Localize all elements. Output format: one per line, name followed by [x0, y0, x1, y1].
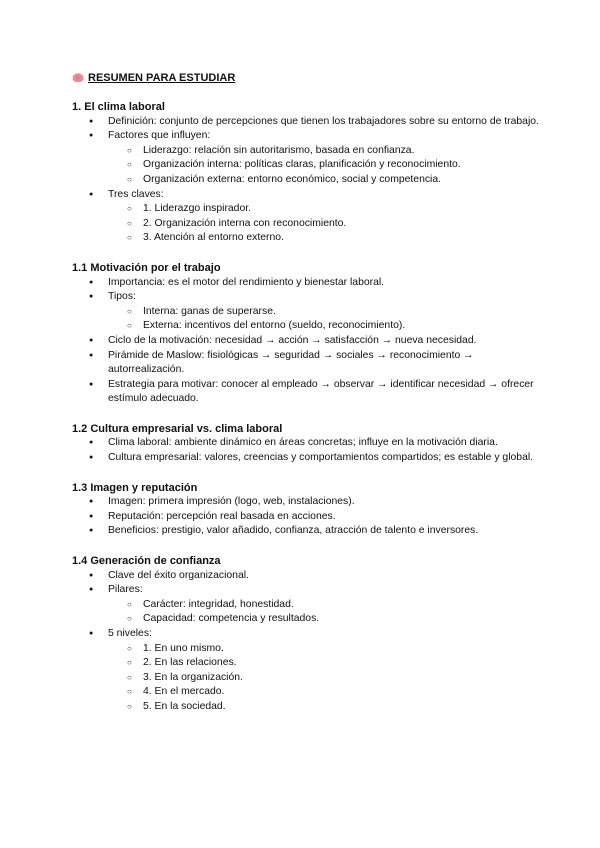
- bullet-list: [72, 436, 542, 465]
- sub-list-item: ○ 4. En el mercado.: [72, 685, 542, 700]
- list-item: ● Definición: conjunto de percepciones que tienen los trabajadores sobre su entorno de trabajo.: [72, 115, 542, 130]
- bullet-list: [72, 569, 542, 715]
- list-item: ● Ciclo de la motivación: necesidad → acción → satisfacción → nueva necesidad.: [72, 334, 542, 349]
- list-item: ● Cultura empresarial: valores, creencias y comportamientos compartidos; es estable y global.: [72, 451, 542, 466]
- section-0: [72, 100, 542, 246]
- section-2: [72, 422, 542, 466]
- title-text: RESUMEN PARA ESTUDIAR: [88, 72, 236, 84]
- sub-list-item: ○ Liderazgo: relación sin autoritarismo, basada en confianza.: [72, 144, 542, 159]
- sub-list-item: ○ Interna: ganas de superarse.: [72, 305, 542, 320]
- list-item: ● Beneficios: prestigio, valor añadido, confianza, atracción de talento e inversores.: [72, 524, 542, 539]
- document-title: [72, 71, 542, 85]
- list-item: ● Clave del éxito organizacional.: [72, 569, 542, 584]
- list-item: ● Importancia: es el motor del rendimiento y bienestar laboral.: [72, 276, 542, 291]
- section-1: [72, 261, 542, 407]
- section-heading: 1.2 Cultura empresarial vs. clima laboral: [72, 422, 283, 435]
- list-item: ● Imagen: primera impresión (logo, web, instalaciones).: [72, 495, 542, 510]
- list-item: ● Factores que influyen:: [72, 129, 542, 144]
- bullet-list: [72, 276, 542, 407]
- section-heading: 1.3 Imagen y reputación: [72, 481, 198, 494]
- bullet-list: [72, 495, 542, 539]
- sub-list-item: ○ 1. En uno mismo.: [72, 642, 542, 657]
- sub-list-item: ○ Carácter: integridad, honestidad.: [72, 598, 542, 613]
- list-item: ● Estrategia para motivar: conocer al empleado → observar → identificar necesidad → ofrecer estímulo adecuado.: [72, 378, 542, 407]
- list-item: ● 5 niveles:: [72, 627, 542, 642]
- section-heading: 1.1 Motivación por el trabajo: [72, 261, 221, 274]
- sub-list-item: ○ 1. Liderazgo inspirador.: [72, 202, 542, 217]
- section-heading: 1. El clima laboral: [72, 101, 165, 113]
- section-3: [72, 481, 542, 539]
- sub-list-item: ○ Capacidad: competencia y resultados.: [72, 612, 542, 627]
- section-4: [72, 554, 542, 715]
- sub-list-item: ○ 2. En las relaciones.: [72, 656, 542, 671]
- sub-list-item: ○ Externa: incentivos del entorno (sueldo, reconocimiento).: [72, 319, 542, 334]
- list-item: ● Tipos:: [72, 290, 542, 305]
- sections-container: [72, 100, 542, 715]
- brain-icon: [72, 73, 84, 83]
- sub-list-item: ○ 2. Organización interna con reconocimiento.: [72, 217, 542, 232]
- section-heading: 1.4 Generación de confianza: [72, 555, 221, 568]
- bullet-list: [72, 115, 542, 246]
- list-item: ● Reputación: percepción real basada en acciones.: [72, 510, 542, 525]
- sub-list-item: ○ Organización externa: entorno económico, social y competencia.: [72, 173, 542, 188]
- list-item: ● Clima laboral: ambiente dinámico en áreas concretas; influye en la motivación diaria.: [72, 436, 542, 451]
- list-item: ● Tres claves:: [72, 188, 542, 203]
- list-item: ● Pilares:: [72, 583, 542, 598]
- sub-list-item: ○ 3. Atención al entorno externo.: [72, 231, 542, 246]
- sub-list-item: ○ Organización interna: políticas claras, planificación y reconocimiento.: [72, 158, 542, 173]
- list-item: ● Pirámide de Maslow: fisiológicas → seguridad → sociales → reconocimiento → autorrealización.: [72, 349, 542, 378]
- sub-list-item: ○ 3. En la organización.: [72, 671, 542, 686]
- document-body: [72, 71, 542, 715]
- sub-list-item: ○ 5. En la sociedad.: [72, 700, 542, 715]
